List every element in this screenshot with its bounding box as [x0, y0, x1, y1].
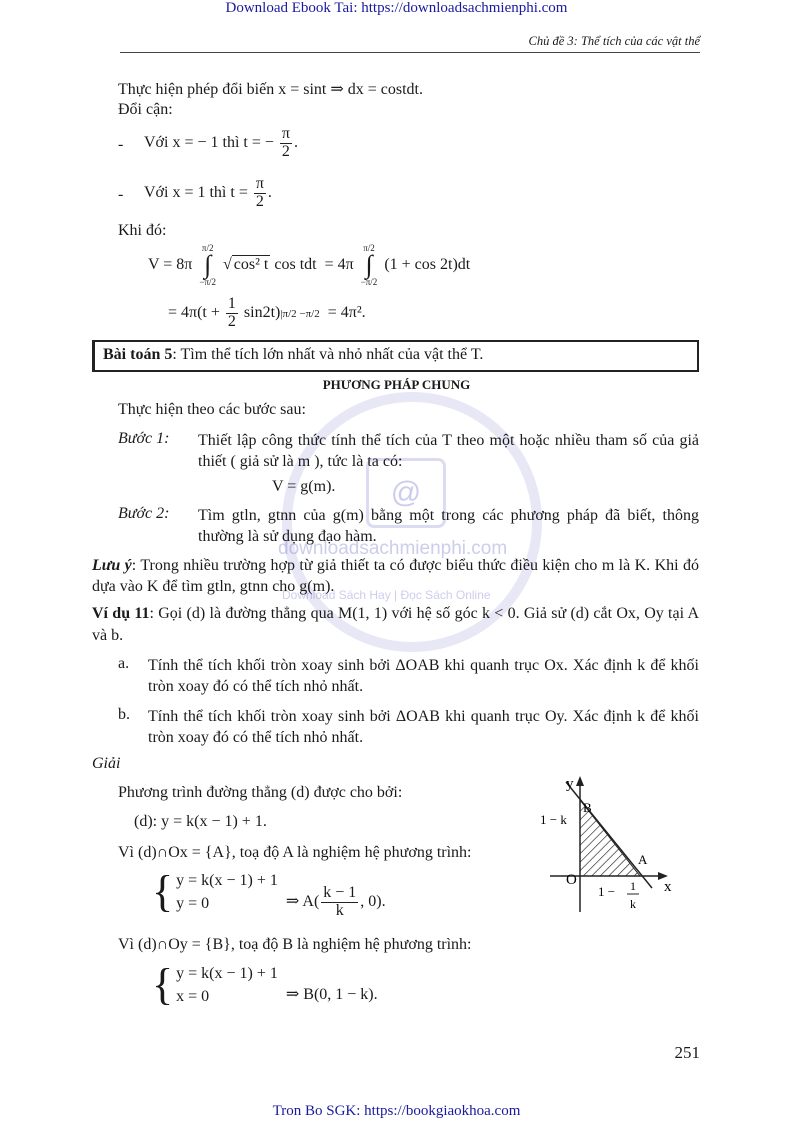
volume-equation-2: = 4π(t + $\frac{1}{2}$ sin2t)|π/2 −π/2 = 4π². — [168, 295, 366, 330]
fig-label-x: x — [664, 879, 672, 895]
watermark-site: downloadsachmienphi.com — [278, 538, 508, 559]
system-a: { y = k(x − 1) + 1 y = 0 ⇒ A( $\frac{k - 1}{k}$ , 0). — [152, 867, 386, 920]
step-1-equation: V = g(m). — [272, 478, 336, 495]
system-b: { y = k(x − 1) + 1 x = 0 ⇒ B(0, 1 − k). — [152, 960, 378, 1010]
y-axis-arrow — [576, 776, 584, 786]
integral-1: π/2 ∫ −π/2 — [199, 243, 216, 287]
fig-frac-den: k — [630, 897, 636, 911]
running-header: Chủ đề 3: Thể tích của các vật thể — [528, 34, 700, 48]
method-title: PHƯƠNG PHÁP CHUNG — [322, 377, 471, 392]
fig-frac-num: 1 — [630, 879, 636, 893]
step-2-label: Bước 2: — [118, 505, 170, 522]
integral-2: π/2 ∫ −π/2 — [360, 243, 378, 287]
line-equation: (d): y = k(x − 1) + 1. — [134, 813, 267, 830]
step-1-label: Bước 1: — [118, 430, 170, 447]
bottom-download-link[interactable]: Tron Bo SGK: https://bookgiaokhoa.com — [272, 1103, 521, 1119]
bound-dash-1: - — [118, 136, 124, 153]
header-rule — [120, 52, 700, 53]
note-text: : Trong nhiều trường hợp từ giả thiết ta có được biểu thức điều kiện cho m là K. Khi đó dựa vào K để tìm gtln, gtnn cho g(m). — [92, 557, 699, 595]
bound-2-text: Với x = 1 thì t = — [144, 183, 248, 201]
watermark-book-icon: @ — [366, 458, 446, 528]
bound-dash-2: - — [118, 186, 124, 203]
problem-5-box — [92, 340, 699, 372]
solution-label: Giải — [92, 755, 121, 772]
solution-line-b: Vì (d)∩Oy = {B}, toạ độ B là nghiệm hệ phương trình: — [118, 936, 472, 953]
page-number: 251 — [674, 1043, 700, 1062]
example-11-label: Ví dụ 11 — [92, 605, 150, 622]
method-intro: Thực hiện theo các bước sau: — [118, 401, 306, 418]
example-11-text: : Gọi (d) là đường thẳng qua M(1, 1) với hệ số góc k < 0. Giả sử (d) cắt Ox, Oy tại A và b. — [92, 605, 700, 644]
example-11-a-text: Tính thể tích khối tròn xoay sinh bởi ΔOAB khi quanh trục Ox. Xác định k để khối tròn xoay đó có thể tích nhỏ nhất. — [148, 657, 699, 695]
bound-1: Với x = − 1 thì t = − $\frac{\pi}{2}$ . — [144, 125, 298, 160]
example-11-b-label: b. — [118, 706, 130, 723]
triangle-figure — [536, 770, 696, 920]
volume-equation-1: V = 8π π/2 ∫ −π/2 √ cos² t cos tdt = 4π π/2 ∫ −π/2 (1 + cos 2t)dt — [148, 243, 471, 287]
step-2-text: Tìm gtln, gtnn của g(m) bằng một trong các phương pháp đã biết, thông thường là sử dụng đạo hàm. — [198, 507, 699, 545]
bounds-heading: Đổi cận: — [118, 101, 173, 118]
solution-line-a: Vì (d)∩Ox = {A}, toạ độ A là nghiệm hệ phương trình: — [118, 844, 472, 861]
bound-2-fraction: $\frac{\pi}{2}$ — [255, 175, 264, 210]
watermark-tagline: Download Sách Hay | Đọc Sách Online — [282, 588, 491, 602]
fig-label-a-x: 1 − — [598, 884, 616, 899]
substitution-line: Thực hiện phép đổi biến x = sint ⇒ dx = costdt. — [118, 81, 423, 98]
bound-2: Với x = 1 thì t = $\frac{\pi}{2}$ . — [144, 175, 272, 210]
solution-line-1: Phương trình đường thẳng (d) được cho bởi: — [118, 784, 403, 801]
bound-1-text: Với x = − 1 thì t = − — [144, 133, 274, 151]
example-11-a-label: a. — [118, 655, 130, 672]
then-label: Khi đó: — [118, 222, 167, 239]
problem-5-label: Bài toán 5 — [103, 346, 173, 363]
step-1-text: Thiết lập công thức tính thể tích của T theo một hoặc nhiều tham số của giả thiết ( giả sử là m ), tức là ta có: — [198, 432, 699, 470]
fig-label-a: A — [638, 852, 648, 867]
top-download-link[interactable]: Download Ebook Tai: https://downloadsachmienphi.com — [225, 0, 568, 16]
example-11 — [92, 603, 699, 647]
fig-label-b: B — [583, 800, 592, 815]
fig-label-y: y — [566, 776, 574, 792]
fig-label-1-minus-k: 1 − k — [540, 812, 567, 827]
example-11-b-text: Tính thể tích khối tròn xoay sinh bởi ΔOAB khi quanh trục Oy. Xác định k để khối tròn xoay đó có thể tích nhỏ nhất. — [148, 708, 699, 746]
problem-5-text: : Tìm thể tích lớn nhất và nhỏ nhất của vật thể T. — [172, 346, 484, 363]
note-label: Lưu ý — [92, 557, 132, 574]
bound-1-fraction: $\frac{\pi}{2}$ — [281, 125, 290, 160]
note-paragraph — [92, 555, 699, 597]
fig-label-o: O — [566, 872, 577, 888]
